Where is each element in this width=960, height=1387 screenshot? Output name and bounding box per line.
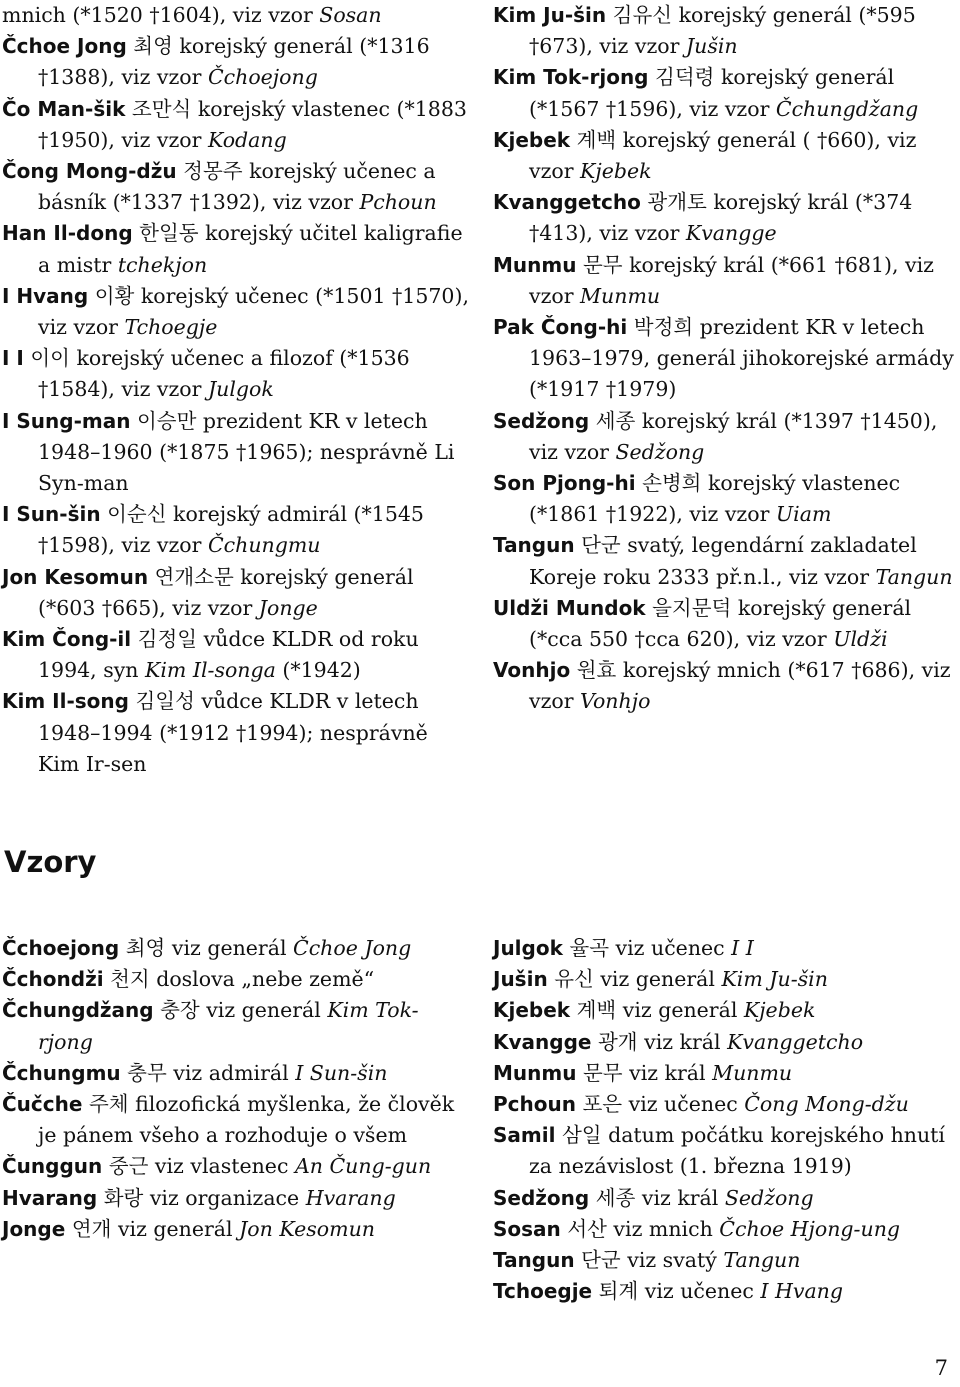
entry-term: Čchungdžang <box>2 998 154 1023</box>
glossary-entry <box>493 312 960 406</box>
glossary-entry <box>2 218 472 280</box>
entry-term: Uldži Mundok <box>493 595 646 620</box>
glossary-entry <box>2 31 472 93</box>
entry-term: Kvanggetcho <box>493 190 641 215</box>
glossary-entry <box>493 1276 960 1307</box>
glossary-entry <box>493 1120 960 1182</box>
entry-text: 최영 viz generál <box>119 936 294 960</box>
entry-term: Pchoun <box>493 1092 576 1117</box>
entry-term: Son Pjong-hi <box>493 471 636 496</box>
glossary-entry <box>2 995 472 1057</box>
entry-term: Tangun <box>493 1248 575 1273</box>
entry-text: 을지문덕 korejský generál (*cca 550 †cca 620), viz vzor <box>529 595 912 652</box>
glossary-entry <box>493 250 960 312</box>
entry-term: Han Il-dong <box>2 221 133 246</box>
entry-text: 광개토 korejský král (*374 †413), viz vzor <box>529 190 913 246</box>
glossary-entry <box>493 1214 960 1245</box>
entry-term: Kim Ju-šin <box>493 3 607 27</box>
glossary-entry <box>2 94 472 156</box>
entry-text: 정몽주 korejský učenec a básník (*1337 †1392), viz vzor <box>38 159 436 215</box>
glossary-top-right-column <box>493 0 960 718</box>
entry-reference: Jonge <box>258 595 318 620</box>
glossary-entry <box>2 0 472 31</box>
entry-term: Kjebek <box>493 998 571 1023</box>
entry-text: 단군 svatý, legendární zakladatel Koreje roku 2333 př.n.l., viz vzor <box>529 533 917 589</box>
entry-text: 박정희 prezident KR v letech 1963–1979, generál jihokorejské armády (*1917 †1979) <box>529 315 954 402</box>
glossary-entry <box>2 1151 472 1182</box>
entry-reference: tchekjon <box>117 252 208 277</box>
entry-text: 광개 viz král <box>591 1029 728 1054</box>
entry-term: Kvangge <box>493 1029 592 1054</box>
entry-term: I Sun-šin <box>2 502 101 527</box>
entry-text: 김유신 korejský generál (*595 †673), viz vzor <box>529 3 916 59</box>
entry-reference: Jon Kesomun <box>239 1216 375 1241</box>
glossary-entry <box>493 1089 960 1120</box>
entry-text: 세종 korejský král (*1397 †1450), viz vzor <box>529 408 938 464</box>
glossary-entry <box>2 686 472 780</box>
entry-term: Čo Man-šik <box>2 96 126 121</box>
glossary-entry <box>2 624 472 686</box>
glossary-bottom-left-column <box>2 933 472 1245</box>
glossary-entry <box>493 0 960 62</box>
glossary-entry <box>2 1183 472 1214</box>
glossary-entry <box>2 406 472 500</box>
entry-text: 천지 doslova „nebe země“ <box>103 967 375 992</box>
entry-text: mnich (*1520 †1604), viz vzor <box>2 3 320 27</box>
entry-term: Čchungmu <box>2 1060 121 1085</box>
entry-reference: Čchungdžang <box>775 96 919 121</box>
glossary-entry <box>493 530 960 592</box>
entry-reference: Čchungmu <box>207 533 321 558</box>
entry-text: 계백 korejský generál ( †660), viz vzor <box>529 127 917 184</box>
entry-reference: An Čung-gun <box>294 1154 432 1179</box>
glossary-entry <box>493 1027 960 1058</box>
entry-term: Čong Mong-džu <box>2 159 177 184</box>
glossary-entry <box>493 655 960 717</box>
entry-text: 단군 viz svatý <box>574 1248 724 1273</box>
entry-text: 연개 viz generál <box>65 1216 240 1241</box>
glossary-entry <box>493 995 960 1026</box>
entry-reference: Munmu <box>712 1060 793 1085</box>
entry-term: Sosan <box>493 1216 561 1241</box>
entry-term: Sedžong <box>493 408 590 433</box>
entry-reference: Sedžong <box>615 439 705 464</box>
entry-text: 충장 viz generál <box>153 998 328 1023</box>
entry-reference: I I <box>731 936 754 960</box>
glossary-entry <box>493 933 960 964</box>
glossary-entry <box>2 1089 472 1151</box>
glossary-entry <box>493 62 960 124</box>
entry-text: 주체 filozofická myšlenka, že člověk je pánem všeho a rozhoduje o všem <box>38 1092 455 1148</box>
entry-reference: Tangun <box>875 564 953 589</box>
entry-text-after: (*1942) <box>275 658 361 683</box>
entry-text: 삼일 datum počátku korejského hnutí za nezávislost (1. března 1919) <box>529 1123 945 1179</box>
entry-reference: Kjebek <box>743 998 816 1023</box>
entry-text: 조만식 korejský vlastenec (*1883 †1950), viz vzor <box>38 96 467 152</box>
entry-text: 유신 viz generál <box>547 967 722 992</box>
glossary-entry <box>2 499 472 561</box>
entry-text: 세종 viz král <box>589 1185 725 1210</box>
entry-text: 이황 korejský učenec (*1501 †1570), viz vzor <box>38 283 469 340</box>
entry-reference: Kvangge <box>685 221 777 246</box>
entry-text: 김덕령 korejský generál (*1567 †1596), viz vzor <box>529 65 895 121</box>
glossary-entry <box>2 1214 472 1245</box>
entry-text: 한일동 korejský učitel kaligrafie a mistr <box>38 221 463 277</box>
entry-reference: Čchoejong <box>207 65 318 90</box>
entry-reference: I Sun-šin <box>295 1060 388 1085</box>
entry-text: 포은 viz učenec <box>575 1092 745 1117</box>
entry-reference: Uiam <box>775 502 832 527</box>
entry-term: Pak Čong-hi <box>493 315 628 340</box>
entry-reference: Kvanggetcho <box>727 1029 864 1054</box>
entry-reference: Hvarang <box>305 1185 396 1210</box>
entry-text: 퇴계 viz učenec <box>592 1279 761 1304</box>
entry-term: Jušin <box>493 967 548 992</box>
entry-term: Vonhjo <box>493 658 571 683</box>
entry-term: Hvarang <box>2 1185 98 1210</box>
entry-term: Čchondži <box>2 967 104 992</box>
entry-reference: Čong Mong-džu <box>744 1092 909 1117</box>
entry-term: Čunggun <box>2 1154 103 1179</box>
entry-term: Julgok <box>493 936 563 960</box>
entry-term: Kim Il-song <box>2 689 129 714</box>
entry-text: 율곡 viz učenec <box>562 936 732 960</box>
glossary-entry <box>2 343 472 405</box>
entry-reference: Pchoun <box>359 190 437 215</box>
glossary-entry <box>493 1245 960 1276</box>
glossary-entry <box>2 964 472 995</box>
entry-term: Sedžong <box>493 1185 590 1210</box>
entry-text: 중근 viz vlastenec <box>102 1154 295 1179</box>
entry-term: Kjebek <box>493 127 571 152</box>
glossary-bottom-right-column <box>493 933 960 1307</box>
entry-text: 화랑 viz organizace <box>97 1185 306 1210</box>
entry-reference: Sosan <box>319 3 382 27</box>
section-heading-vzory: Vzory <box>4 845 97 879</box>
entry-term: Kim Čong-il <box>2 627 132 652</box>
glossary-entry <box>2 156 472 218</box>
entry-term: I Sung-man <box>2 408 131 433</box>
entry-text: 문무 viz král <box>576 1060 713 1085</box>
entry-term: Tchoegje <box>493 1279 593 1304</box>
page-number: 7 <box>934 1356 948 1380</box>
entry-reference: Munmu <box>580 283 661 308</box>
entry-reference: Uldži <box>833 627 888 652</box>
entry-text: 문무 korejský král (*661 †681), viz vzor <box>529 252 934 308</box>
glossary-entry <box>493 964 960 995</box>
entry-term: Munmu <box>493 252 577 277</box>
glossary-top-left-column <box>2 0 472 780</box>
entry-term: Čučche <box>2 1092 83 1117</box>
entry-term: Kim Tok-rjong <box>493 65 649 90</box>
glossary-entry <box>493 1058 960 1089</box>
glossary-entry <box>2 562 472 624</box>
glossary-entry <box>493 406 960 468</box>
entry-term: I Hvang <box>2 283 89 308</box>
glossary-entry <box>493 593 960 655</box>
entry-text: 원효 korejský mnich (*617 †686), viz vzor <box>529 658 951 714</box>
entry-reference: Čchoe Hjong-ung <box>719 1216 901 1241</box>
entry-text: 연개소문 korejský generál (*603 †665), viz vzor <box>38 564 414 620</box>
entry-term: Tangun <box>493 533 575 558</box>
entry-text: 이이 korejský učenec a filozof (*1536 †1584), viz vzor <box>23 346 410 402</box>
glossary-entry <box>2 1058 472 1089</box>
glossary-entry <box>2 933 472 964</box>
entry-reference: I Hvang <box>760 1279 843 1304</box>
entry-reference: Tangun <box>723 1248 801 1273</box>
glossary-entry <box>493 187 960 249</box>
entry-reference: Kjebek <box>580 159 652 184</box>
entry-reference: Kim Ju-šin <box>721 967 828 992</box>
entry-reference: Kim Il-songa <box>145 658 276 683</box>
entry-reference: Kodang <box>207 127 287 152</box>
glossary-entry <box>493 125 960 187</box>
entry-term: Jon Kesomun <box>2 564 149 589</box>
entry-reference: Jušin <box>685 34 738 59</box>
entry-reference: Tchoegje <box>124 315 218 340</box>
entry-text: 최영 korejský generál (*1316 †1388), viz vzor <box>38 34 430 90</box>
glossary-entry <box>2 281 472 343</box>
entry-text: 충무 viz admirál <box>120 1060 296 1085</box>
entry-term: Munmu <box>493 1060 577 1085</box>
entry-term: Samil <box>493 1123 556 1148</box>
entry-term: Čchoe Jong <box>2 34 127 59</box>
glossary-entry <box>493 468 960 530</box>
entry-reference: Čchoe Jong <box>293 936 412 960</box>
glossary-entry <box>493 1183 960 1214</box>
entry-text: 이승만 prezident KR v letech 1948–1960 (*1875 †1965); nesprávně Li Syn-man <box>38 408 455 496</box>
entry-reference: Julgok <box>207 377 274 402</box>
entry-text: 손병희 korejský vlastenec (*1861 †1922), viz vzor <box>529 471 901 527</box>
entry-term: Jonge <box>2 1216 66 1241</box>
entry-text: 김일성 vůdce KLDR v letech 1948–1994 (*1912 †1994); nesprávně Kim Ir-sen <box>38 689 428 776</box>
entry-term: Čchoejong <box>2 936 120 960</box>
entry-text: 이순신 korejský admirál (*1545 †1598), viz vzor <box>38 502 424 558</box>
entry-reference: Vonhjo <box>580 689 651 714</box>
entry-text: 서산 viz mnich <box>560 1216 720 1241</box>
entry-text: 김정일 vůdce KLDR od roku 1994, syn <box>38 627 419 683</box>
entry-reference: Sedžong <box>724 1185 814 1210</box>
entry-text: 계백 viz generál <box>570 998 744 1023</box>
entry-term: I I <box>2 346 24 371</box>
entry-reference: Kim Tok-rjong <box>38 998 419 1054</box>
